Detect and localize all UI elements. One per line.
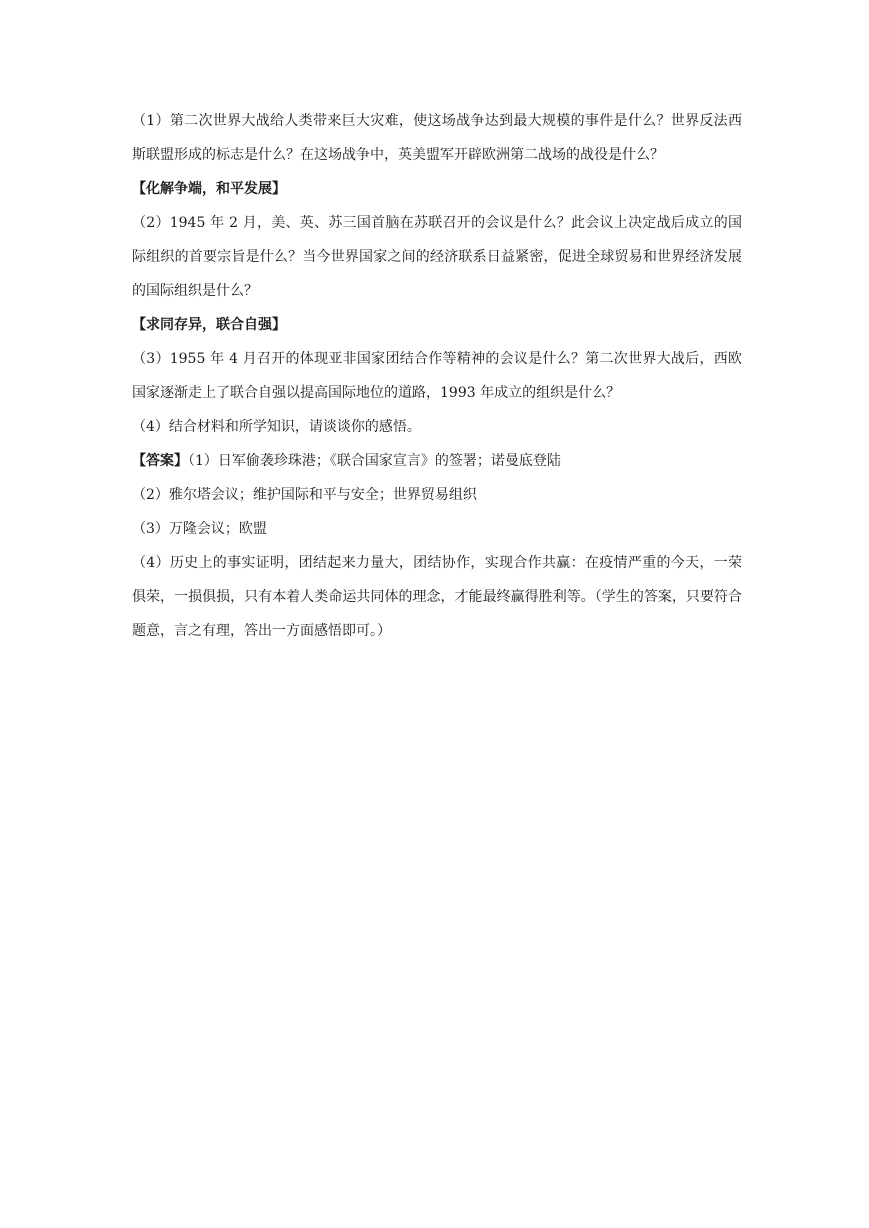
answer-4: （4）历史上的事实证明，团结起来力量大，团结协作，实现合作共赢：在疫情严重的今天，一荣俱荣，一损俱损，只有本着人类命运共同体的理念，才能最终赢得胜利等。（学生的答案，只要符合题意，言之有理，答出一方面感悟即可。） xyxy=(132,555,742,639)
document-body xyxy=(132,104,742,648)
question-1: （1）第二次世界大战给人类带来巨大灾难，使这场战争达到最大规模的事件是什么？世界反法西斯联盟形成的标志是什么？在这场战争中，英美盟军开辟欧洲第二战场的战役是什么？ xyxy=(132,113,742,163)
answer-1: （1）日军偷袭珍珠港；《联合国家宣言》的签署；诺曼底登陆 xyxy=(188,453,561,469)
answer-3: （3）万隆会议；欧盟 xyxy=(132,521,267,537)
question-4: （4）结合材料和所学知识，请谈谈你的感悟。 xyxy=(132,419,421,435)
question-2: （2）1945 年 2 月，美、英、苏三国首脑在苏联召开的会议是什么？此会议上决定战后成立的国际组织的首要宗旨是什么？当今世界国家之间的经济联系日益紧密，促进全球贸易和世界经济发展的国际组织是什么？ xyxy=(132,215,742,299)
question-3: （3）1955 年 4 月召开的体现亚非国家团结合作等精神的会议是什么？第二次世界大战后，西欧国家逐渐走上了联合自强以提高国际地位的道路，1993 年成立的组织是什么？ xyxy=(132,351,742,401)
section-heading-unity: 【求同存异，联合自强】 xyxy=(132,317,286,333)
section-heading-peace: 【化解争端，和平发展】 xyxy=(132,181,286,197)
answer-2: （2）雅尔塔会议；维护国际和平与安全；世界贸易组织 xyxy=(132,487,477,503)
answer-label: 【答案】 xyxy=(132,453,188,469)
answer-1-line xyxy=(132,444,742,478)
